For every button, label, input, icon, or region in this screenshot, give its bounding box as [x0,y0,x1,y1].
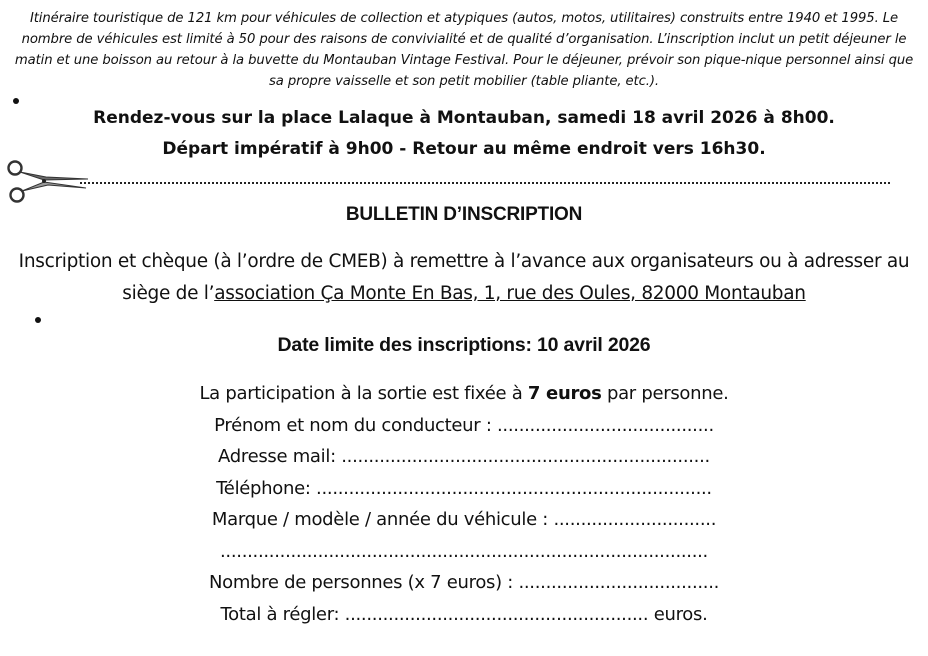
persons-field: Nombre de personnes (x 7 euros) : ..................................... [208,572,720,593]
price-text-before: La participation à la sortie est fixée à [199,383,528,404]
vehicle-field-continued: .......................................................................................... [220,540,708,562]
driver-name-field: Prénom et nom du conducteur : ........................................ [214,414,714,436]
price-text-after: par personne. [601,383,729,404]
intro-description: Itinéraire touristique de 121 km pour véhicules de collection et atypiques (autos, motos, utilitaires) construits entre 1940 et 1995. Le nombre de véhicules est limité à 50 pour des raisons de convivialité et de qualité d’organisation. L’inscription inclut un petit déjeuner le matin et une boisson au retour à la buvette du Montauban Vintage Festival. Pour le déjeuner, prévoir son pique-nique personnel ainsi que sa propre vaisselle et son petit mobilier (table pliante, etc.). [14,11,914,89]
cut-line [80,182,890,184]
vehicle-field: Marque / modèle / année du véhicule : .............................. [211,509,717,530]
instructions-text: Inscription et chèque (à l’ordre de CMEB) à remettre à l’avance aux organisateurs ou à adresser au siège de l’ [18,251,910,304]
registration-instructions [14,246,914,310]
registration-form [160,378,768,630]
price-amount: 7 euros [527,383,602,404]
departure-line: Départ impératif à 9h00 - Retour au même endroit vers 16h30. [162,139,766,159]
phone-field: Téléphone: ......................................................................... [216,477,712,499]
association-address: association Ça Monte En Bas, 1, rue des Oules, 82000 Montauban [214,283,806,304]
bulletin-title: BULLETIN D’INSCRIPTION [345,204,583,225]
price-line [160,378,768,410]
total-field: Total à régler: ........................................................ euros. [220,603,708,625]
email-field: Adresse mail: .................................................................... [218,446,710,467]
rendezvous-line: Rendez-vous sur la place Lalaque à Montauban, samedi 18 avril 2026 à 8h00. [93,108,835,128]
bullet-dot [35,317,41,323]
bullet-dot [13,98,19,104]
registration-deadline: Date limite des inscriptions: 10 avril 2026 [277,334,651,356]
